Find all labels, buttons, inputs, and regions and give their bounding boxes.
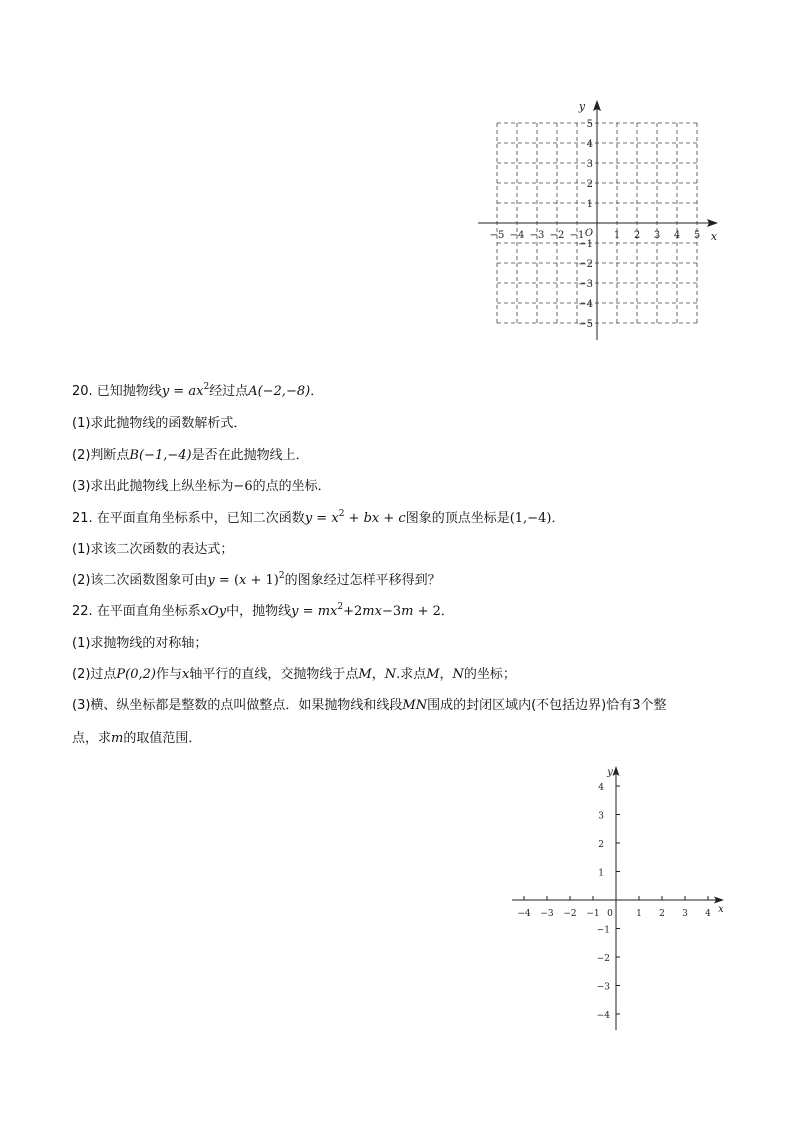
x-tick-label: 2 bbox=[633, 230, 641, 241]
q22-stem: 22. 在平面直角坐标系xOy中，抛物线$y = mx^2+2mx-3m + 2$． bbox=[72, 602, 454, 619]
axes bbox=[512, 766, 724, 1030]
q20-p2-text-2: 是否在此抛物线上． bbox=[191, 448, 309, 463]
x-tick-label: −4 bbox=[509, 230, 525, 241]
q22-p2-text-5: 的坐标； bbox=[463, 667, 516, 682]
q20-p3-value: −6 bbox=[233, 479, 253, 494]
q22-part2 bbox=[72, 665, 516, 685]
x-tick-label: 3 bbox=[653, 230, 661, 241]
x-tick-label: −3 bbox=[529, 230, 545, 241]
q22-text: 22. 在平面直角坐标系 bbox=[72, 604, 201, 619]
q21-p2-text: (2)该二次函数图象可由 bbox=[72, 573, 208, 588]
x-axis-label: x bbox=[718, 904, 724, 915]
q20-text-2: 经过点 bbox=[209, 384, 249, 399]
y-tick-label: −5 bbox=[578, 319, 593, 330]
x-tick-label: 3 bbox=[682, 909, 688, 919]
x-tick-label: −3 bbox=[540, 909, 554, 919]
q21-end: ． bbox=[551, 511, 565, 526]
q22-part1: (1)求抛物线的对称轴； bbox=[72, 636, 208, 651]
y-tick-label: 3 bbox=[598, 811, 604, 822]
q22-p3-text-3: 点，求 bbox=[72, 731, 112, 746]
q20-p3-text: (3)求出此抛物线上纵坐标为 bbox=[72, 479, 234, 494]
q22-system: xOy bbox=[200, 604, 227, 619]
q22-p2-text: (2)过点 bbox=[72, 667, 117, 682]
tick-labels bbox=[490, 100, 718, 330]
q21-text: 21. 在平面直角坐标系中，已知二次函数 bbox=[72, 511, 305, 526]
x-tick-label: 2 bbox=[659, 909, 665, 919]
x-tick-label: −2 bbox=[563, 909, 577, 919]
y-tick-label: −3 bbox=[578, 279, 593, 290]
y-tick-label: 5 bbox=[586, 119, 593, 130]
x-tick-label: −1 bbox=[586, 909, 600, 919]
q22-part3-line2 bbox=[72, 729, 201, 749]
y-tick-label: −2 bbox=[596, 954, 610, 964]
x-tick-label: 1 bbox=[636, 909, 642, 919]
q22-p2-text-3: 轴平行的直线，交抛物线于点 bbox=[189, 667, 359, 682]
q22-n-2: N bbox=[452, 667, 464, 682]
q21-text-2: 图象的顶点坐标是 bbox=[405, 511, 510, 526]
q22-x: x bbox=[182, 667, 190, 682]
y-tick-label: −1 bbox=[596, 925, 610, 936]
y-axis-label: y bbox=[578, 100, 586, 113]
q20-stem: 20. 已知抛物线$y = ax^2$经过点A(−2,−8)． bbox=[72, 382, 324, 399]
q22-m: M bbox=[358, 667, 372, 682]
x-tick-label: −1 bbox=[569, 230, 585, 241]
q22-p3-text-4: 的取值范围． bbox=[123, 731, 202, 746]
x-axis-label: x bbox=[710, 230, 718, 243]
q21-stem: 21. 在平面直角坐标系中，已知二次函数$y = x^2$ + bx + c图象的顶点坐标是(1,−4)． bbox=[72, 509, 565, 526]
x-tick-label: −4 bbox=[517, 909, 531, 919]
q20-end: ． bbox=[310, 384, 324, 399]
q20-part2 bbox=[72, 446, 309, 466]
y-tick-label: −3 bbox=[596, 982, 610, 993]
q22-end: ． bbox=[440, 604, 454, 619]
x-tick-label: −5 bbox=[489, 230, 505, 241]
q22-m-2: M bbox=[426, 667, 440, 682]
y-tick-label: −2 bbox=[578, 259, 593, 270]
q22-mn: MN bbox=[402, 698, 428, 713]
q20-p3-text-2: 的点的坐标． bbox=[252, 479, 331, 494]
coordinate-axes-2 bbox=[508, 762, 730, 1032]
y-axis-label: y bbox=[607, 767, 613, 778]
y-tick-label: 2 bbox=[586, 179, 593, 190]
y-tick-label: 1 bbox=[598, 868, 604, 879]
origin-label: O bbox=[584, 228, 594, 239]
y-tick-label: 1 bbox=[586, 199, 593, 210]
q21-vertex: (1,−4) bbox=[509, 511, 552, 526]
q22-m-var: m bbox=[111, 731, 124, 746]
axes bbox=[478, 100, 718, 340]
x-tick-label: 4 bbox=[705, 909, 711, 919]
q22-n: N bbox=[384, 667, 397, 682]
q22-comma: ， bbox=[371, 667, 385, 682]
q22-part3-line1 bbox=[72, 696, 667, 716]
q22-p2-text-4: .求点 bbox=[396, 667, 427, 682]
q21-p2-formula: y bbox=[207, 573, 215, 588]
q22-p3-text-2: 围成的封闭区域内(不包括边界)恰有3个整 bbox=[427, 698, 667, 713]
origin-label: 0 bbox=[607, 909, 613, 919]
y-tick-label: −4 bbox=[596, 1011, 610, 1021]
y-tick-label: −1 bbox=[578, 239, 593, 250]
q20-point-b: B(−1,−4) bbox=[129, 448, 192, 463]
q21-part2: (2)该二次函数图象可由$y = (x + 1)^2$的图象经过怎样平移得到？ bbox=[72, 571, 441, 588]
q22-point-p: P(0,2) bbox=[116, 667, 156, 682]
q22-p2-text-2: 作与 bbox=[156, 667, 183, 682]
q22-p3-text: (3)横、纵坐标都是整数的点叫做整点．如果抛物线和线段 bbox=[72, 698, 403, 713]
x-tick-label: −2 bbox=[549, 230, 565, 241]
q20-point-a: A(−2,−8) bbox=[248, 384, 311, 399]
q21-part1: (1)求该二次函数的表达式； bbox=[72, 542, 234, 557]
q22-text-2: 中，抛物线 bbox=[226, 604, 292, 619]
q20-part3 bbox=[72, 477, 331, 497]
x-tick-label: 1 bbox=[613, 230, 621, 241]
x-tick-label: 4 bbox=[673, 230, 681, 241]
y-tick-label: 3 bbox=[586, 159, 593, 170]
coordinate-grid-1 bbox=[470, 96, 720, 346]
q21-p2-text-2: 的图象经过怎样平移得到？ bbox=[284, 573, 441, 588]
tick-labels bbox=[517, 767, 724, 1021]
y-tick-label: −4 bbox=[578, 299, 593, 310]
q20-p2-text: (2)判断点 bbox=[72, 448, 130, 463]
q22-comma-2: ， bbox=[439, 667, 453, 682]
y-tick-label: 4 bbox=[586, 139, 593, 150]
q21-formula: y bbox=[304, 511, 313, 526]
q20-part1: (1)求此抛物线的函数解析式． bbox=[72, 416, 247, 431]
x-tick-label: 5 bbox=[693, 230, 701, 241]
q20-text: 20. 已知抛物线 bbox=[72, 384, 162, 399]
q20-formula: y bbox=[161, 384, 170, 399]
y-tick-label: 4 bbox=[598, 783, 604, 793]
y-tick-label: 2 bbox=[598, 840, 604, 850]
q22-formula: y bbox=[291, 604, 299, 619]
